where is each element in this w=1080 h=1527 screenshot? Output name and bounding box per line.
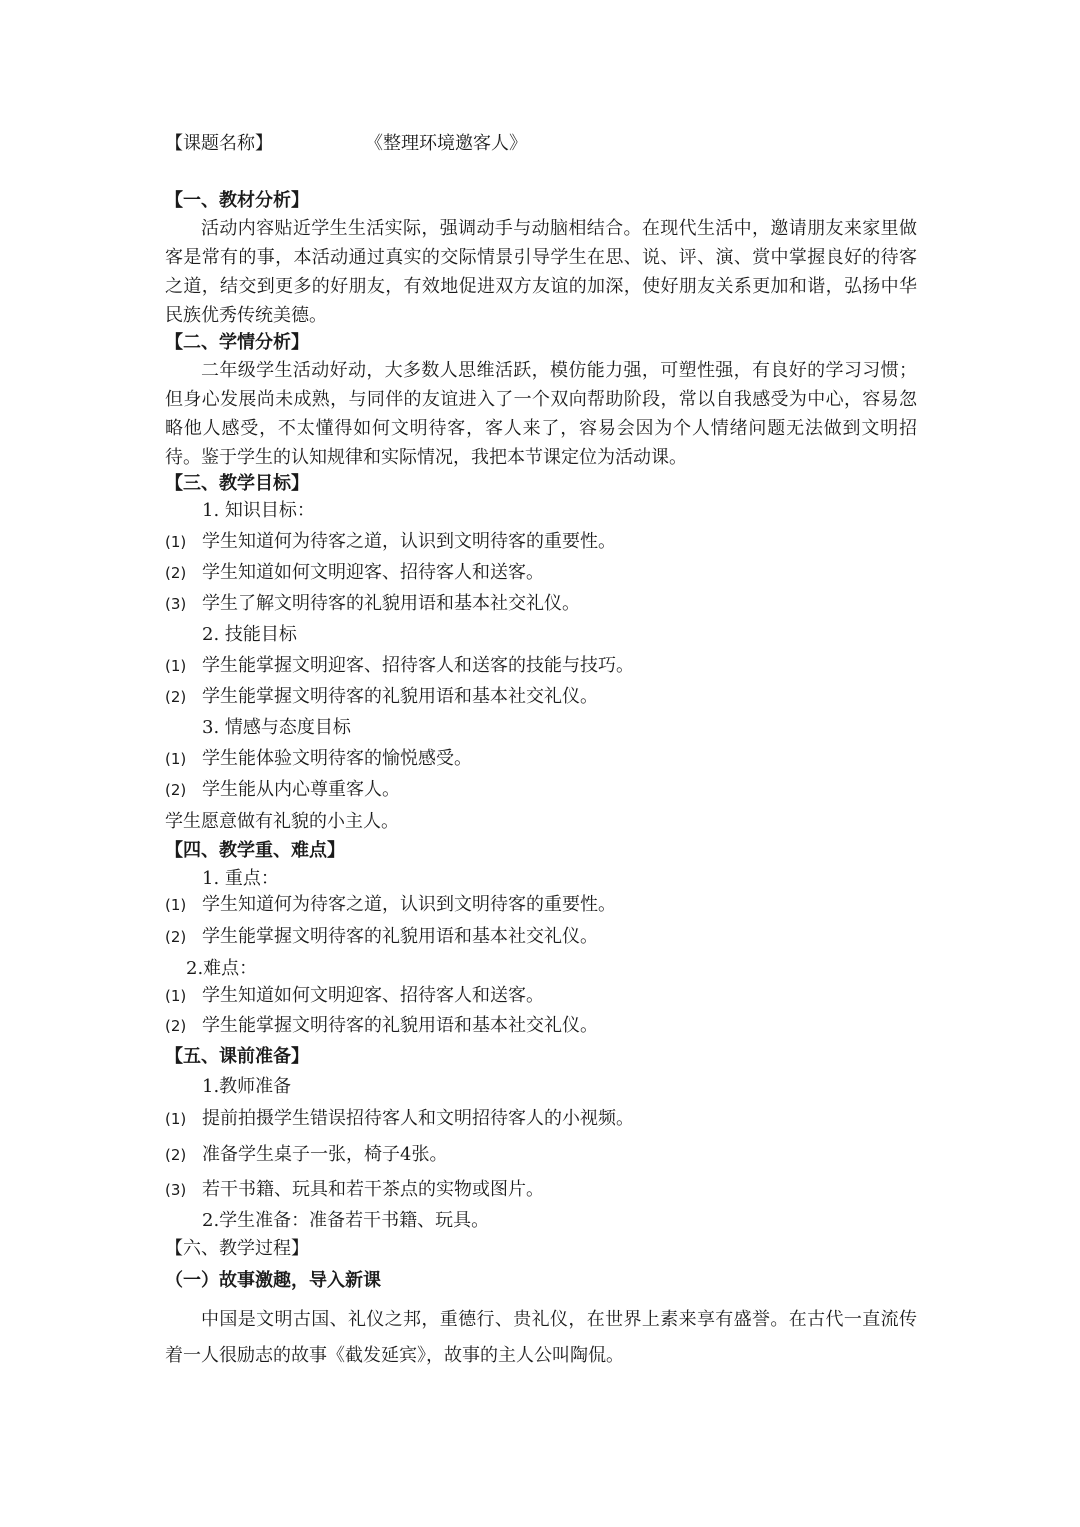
- teacher-prep-label: 1.教师准备: [202, 1076, 292, 1097]
- section-1-paragraph: 活动内容贴近学生生活实际，强调动手与动脑相结合。在现代生活中，邀请朋友来家里做客是常有的事，本活动通过真实的交际情景引导学生在思、说、评、演、赏中掌握良好的待客之道，结交到更多的好朋友，有效地促进双方友谊的加深，使好朋友关系更加和谐，弘扬中华民族优秀传统美德。: [165, 218, 917, 326]
- list-item: (1) 学生能掌握文明迎客、招待客人和送客的技能与技巧。: [165, 655, 634, 676]
- list-item: (1) 提前拍摄学生错误招待客人和文明招待客人的小视频。: [165, 1108, 634, 1129]
- goal-attitude-label: 3. 情感与态度目标: [202, 717, 351, 738]
- section-1-heading: 【一、教材分析】: [165, 190, 309, 211]
- list-item: (2) 学生能掌握文明待客的礼貌用语和基本社交礼仪。: [165, 926, 598, 947]
- list-item: (1) 学生知道如何文明迎客、招待客人和送客。: [165, 985, 544, 1006]
- difficult-points-label: 2.难点：: [186, 958, 258, 979]
- list-item: (1) 学生知道何为待客之道，认识到文明待客的重要性。: [165, 894, 616, 915]
- student-prep-line: 2.学生准备：准备若干书籍、玩具。: [202, 1210, 490, 1231]
- section-6-paragraph: 中国是文明古国、礼仪之邦，重德行、贵礼仪，在世界上素来享有盛誉。在古代一直流传着一人很励志的故事《截发延宾》，故事的主人公叫陶侃。: [165, 1309, 917, 1366]
- list-item: (3) 若干书籍、玩具和若干茶点的实物或图片。: [165, 1179, 544, 1200]
- list-item: (2) 学生能从内心尊重客人。: [165, 779, 400, 800]
- key-points-label: 1. 重点：: [202, 868, 279, 889]
- section-6-heading: 【六、教学过程】: [165, 1238, 309, 1259]
- list-item: (2) 学生知道如何文明迎客、招待客人和送客。: [165, 562, 544, 583]
- section-5-heading: 【五、课前准备】: [165, 1046, 309, 1067]
- lesson-title: 《整理环境邀客人》: [365, 133, 527, 154]
- section-4-heading: 【四、教学重、难点】: [165, 840, 345, 861]
- title-label: 【课题名称】: [165, 133, 273, 154]
- section-3-heading: 【三、教学目标】: [165, 473, 309, 494]
- list-item: (2) 准备学生桌子一张，椅子4张。: [165, 1144, 448, 1165]
- goal-extra-line: 学生愿意做有礼貌的小主人。: [165, 811, 399, 832]
- goal-skill-label: 2. 技能目标: [202, 624, 297, 645]
- list-item: (1) 学生能体验文明待客的愉悦感受。: [165, 748, 472, 769]
- section-2-paragraph: 二年级学生活动好动，大多数人思维活跃，模仿能力强，可塑性强，有良好的学习习惯；但身心发展尚未成熟，与同伴的友谊进入了一个双向帮助阶段，常以自我感受为中心，容易忽略他人感受，不太懂得如何文明待客，客人来了，容易会因为个人情绪问题无法做到文明招待。鉴于学生的认知规律和实际情况，我把本节课定位为活动课。: [165, 360, 917, 468]
- list-item: (2) 学生能掌握文明待客的礼貌用语和基本社交礼仪。: [165, 1015, 598, 1036]
- section-2-heading: 【二、学情分析】: [165, 332, 309, 353]
- subsection-heading: （一）故事激趣，导入新课: [165, 1270, 381, 1291]
- goal-knowledge-label: 1. 知识目标：: [202, 500, 315, 521]
- list-item: (2) 学生能掌握文明待客的礼貌用语和基本社交礼仪。: [165, 686, 598, 707]
- list-item: (1) 学生知道何为待客之道，认识到文明待客的重要性。: [165, 531, 616, 552]
- list-item: (3) 学生了解文明待客的礼貌用语和基本社交礼仪。: [165, 593, 580, 614]
